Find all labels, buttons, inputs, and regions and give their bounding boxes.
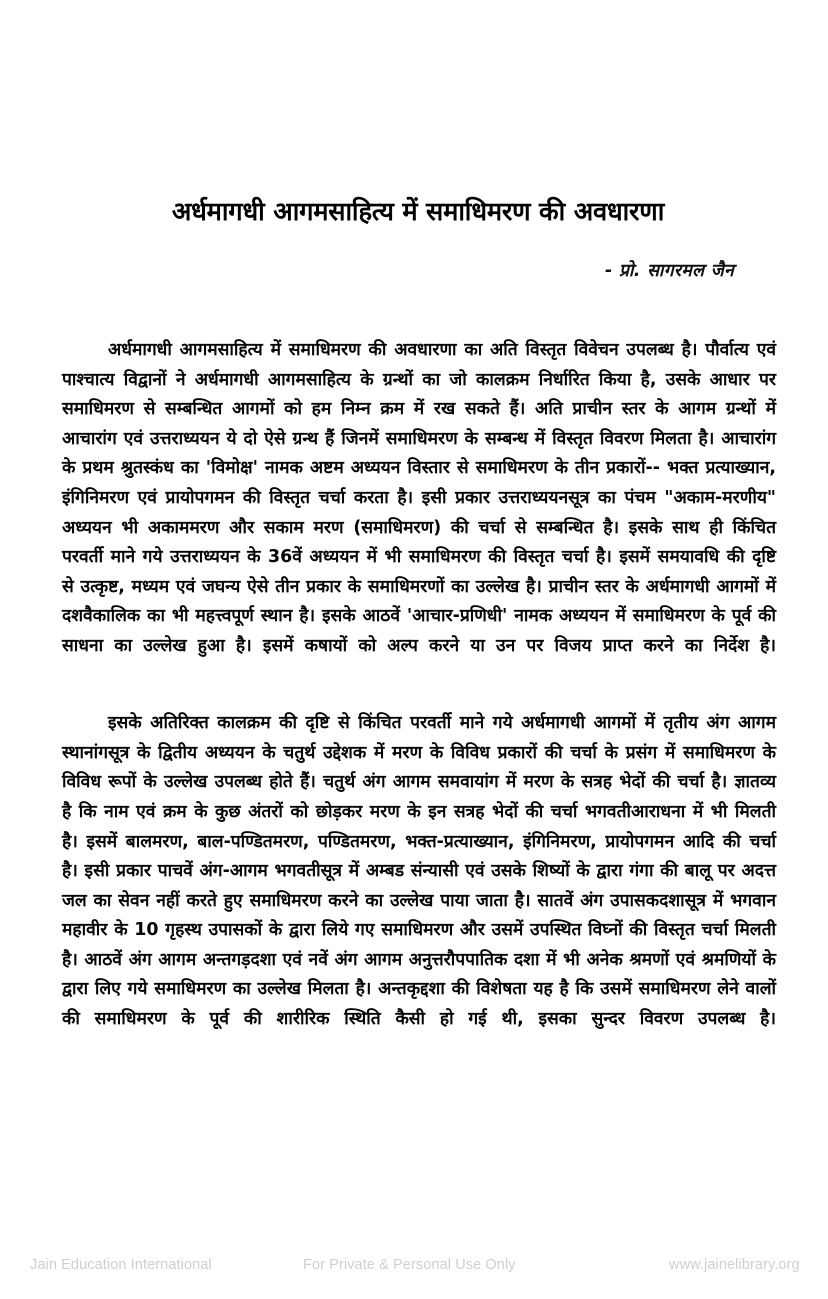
author-byline: - प्रो. सागरमल जैन (605, 260, 734, 281)
footer-usage-notice: For Private & Personal Use Only (303, 1257, 516, 1273)
title-block (0, 196, 828, 282)
page-footer (0, 1239, 828, 1299)
body-paragraph-1: अर्धमागधी आगमसाहित्य में समाधिमरण की अवधारणा का अति विस्तृत विवेचन उपलब्ध है। पौर्वात्य एवं पाश्चात्य विद्वानों ने अर्धमागधी आगमसाहित्य के ग्रन्थों का जो कालक्रम निर्धारित किया है, उसके आधार पर समाधिमरण से सम्बन्धित आगमों को हम निम्न क्रम में रख सकते हैं। अति प्राचीन स्तर के आगम ग्रन्थों में आचारांग एवं उत्तराध्ययन ये दो ऐसे ग्रन्थ हैं जिनमें समाधिमरण के सम्बन्ध में विस्तृत विवरण मिलता है। आचारांग के प्रथम श्रुतस्कंध का 'विमोक्ष' नामक अष्टम अध्ययन विस्तार से समाधिमरण के तीन प्रकारों-- भक्त प्रत्याख्यान, इंगिनिमरण एवं प्रायोपगमन की विस्तृत चर्चा करता है। इसी प्रकार उत्तराध्ययनसूत्र का पंचम "अकाम-मरणीय" अध्ययन भी अकाममरण और सकाम मरण (समाधिमरण) की चर्चा से सम्बन्धित है। इसके साथ ही किंचित परवर्ती माने गये उत्तराध्ययन के 36वें अध्ययन में भी समाधिमरण की विस्तृत चर्चा है। इसमें समयावधि की दृष्टि से उत्कृष्ट, मध्यम एवं जघन्य ऐसे तीन प्रकार के समाधिमरणों का उल्लेख है। प्राचीन स्तर के अर्धमागधी आगमों में दशवैकालिक का भी महत्त्वपूर्ण स्थान है। इसके आठवें 'आचार-प्रणिधी' नामक अध्ययन में समाधिमरण के पूर्व की साधना का उल्लेख हुआ है। इसमें कषायों को अल्प करने या उन पर विजय प्राप्त करने का निर्देश है। (62, 340, 776, 656)
body-paragraph-2: इसके अतिरिक्त कालक्रम की दृष्टि से किंचित परवर्ती माने गये अर्धमागधी आगमों में तृतीय अंग आगम स्थानांगसूत्र के द्वितीय अध्ययन के चतुर्थ उद्देशक में मरण के विविध प्रकारों की चर्चा के प्रसंग में समाधिमरण के विविध रूपों के उल्लेख उपलब्ध होते हैं। चतुर्थ अंग आगम समवायांग में मरण के सत्रह भेदों की चर्चा है। ज्ञातव्य है कि नाम एवं क्रम के कुछ अंतरों को छोड़कर मरण के इन सत्रह भेदों की चर्चा भगवतीआराधना में भी मिलती है। इसमें बालमरण, बाल-पण्डितमरण, पण्डितमरण, भक्त-प्रत्याख्यान, इंगिनिमरण, प्रायोपगमन आदि की चर्चा है। इसी प्रकार पाचवें अंग-आगम भगवतीसूत्र में अम्बड संन्यासी एवं उसके शिष्यों के द्वारा गंगा की बालू पर अदत्त जल का सेवन नहीं करते हुए समाधिमरण करने का उल्लेख पाया जाता है। सातवें अंग उपासकदशासूत्र में भगवान महावीर के 10 गृहस्थ उपासकों के द्वारा लिये गए समाधिमरण और उसमें उपस्थित विघ्नों की विस्तृत चर्चा मिलती है। आठवें अंग आगम अन्तगड़दशा एवं नवें अंग आगम अनुत्तरौपपातिक दशा में भी अनेक श्रमणों एवं श्रमणियों के द्वारा लिए गये समाधिमरण का उल्लेख मिलता है। अन्तकृद्दशा की विशेषता यह है कि उसमें समाधिमरण लेने वालों की समाधिमरण के पूर्व की शारीरिक स्थिति कैसी हो गई थी, इसका सुन्दर विवरण उपलब्ध है। (62, 713, 776, 1030)
document-body (62, 336, 776, 1064)
footer-organization: Jain Education International (30, 1257, 212, 1273)
footer-website-url: www.jainelibrary.org (669, 1257, 800, 1273)
page-title: अर्धमागधी आगमसाहित्य में समाधिमरण की अवधारणा (171, 197, 665, 227)
